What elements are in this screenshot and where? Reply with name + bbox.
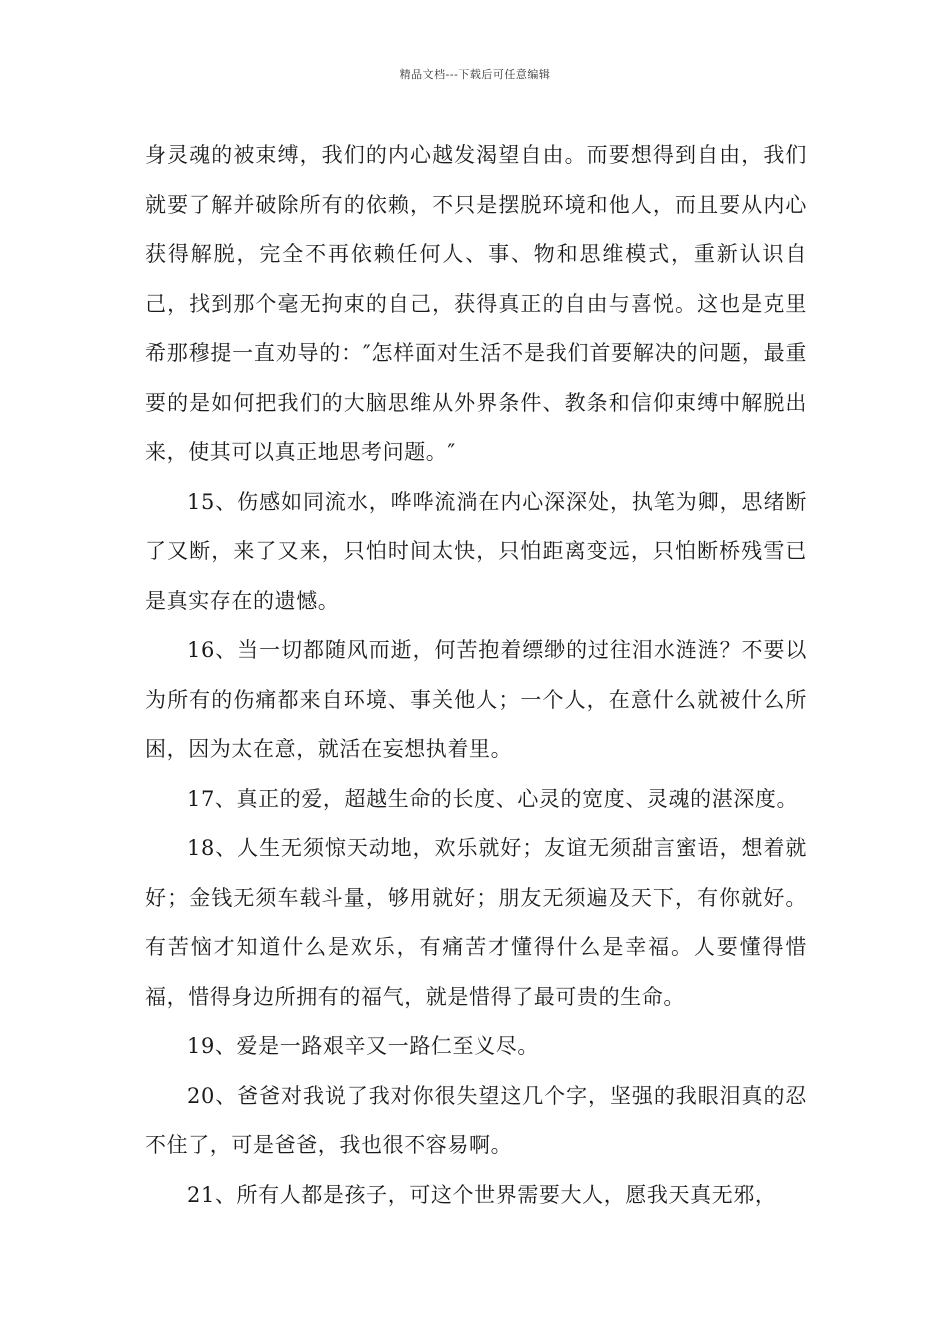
paragraph-continued: 身灵魂的被束缚，我们的内心越发渴望自由。而要想得到自由，我们就要了解并破除所有的依赖，不只是摆脱环境和他人，而且要从内心获得解脱，完全不再依赖任何人、事、物和思维模式，重新认识自己，找到那个毫无拘束的自己，获得真正的自由与喜悦。这也是克里希那穆提一直劝导的：″怎样面对生活不是我们首要解决的问题，最重要的是如何把我们的大脑思维从外界条件、教条和信仰束缚中解脱出来，使其可以真正地思考问题。″ [145, 143, 807, 464]
page-header: 精品文档---下载后可任意编辑 [399, 68, 551, 81]
paragraph-21: 21、所有人都是孩子，可这个世界需要大人，愿我天真无邪， [187, 1182, 777, 1207]
paragraph-20: 20、爸爸对我说了我对你很失望这几个字，坚强的我眼泪真的忍不住了，可是爸爸，我也很不容易啊。 [145, 1083, 807, 1157]
paragraph-15: 15、伤感如同流水，哗哗流淌在内心深深处，执笔为卿，思绪断了又断，来了又来，只怕时间太快，只怕距离变远，只怕断桥残雪已是真实存在的遗憾。 [145, 489, 807, 613]
paragraph-16: 16、当一切都随风而逝，何苦抱着缥缈的过往泪水涟涟？不要以为所有的伤痛都来自环境、事关他人；一个人，在意什么就被什么所困，因为太在意，就活在妄想执着里。 [145, 638, 807, 761]
paragraph-18: 18、人生无须惊天动地，欢乐就好；友谊无须甜言蜜语，想着就好；金钱无须车载斗量，够用就好；朋友无须遍及天下，有你就好。有苦恼才知道什么是欢乐，有痛苦才懂得什么是幸福。人要懂得惜福，惜得身边所拥有的福气，就是惜得了最可贵的生命。 [145, 836, 807, 1009]
paragraph-19: 19、爱是一路艰辛又一路仁至义尽。 [187, 1034, 539, 1058]
paragraph-17: 17、真正的爱，超越生命的长度、心灵的宽度、灵魂的湛深度。 [187, 786, 799, 811]
document-body [145, 131, 807, 1220]
